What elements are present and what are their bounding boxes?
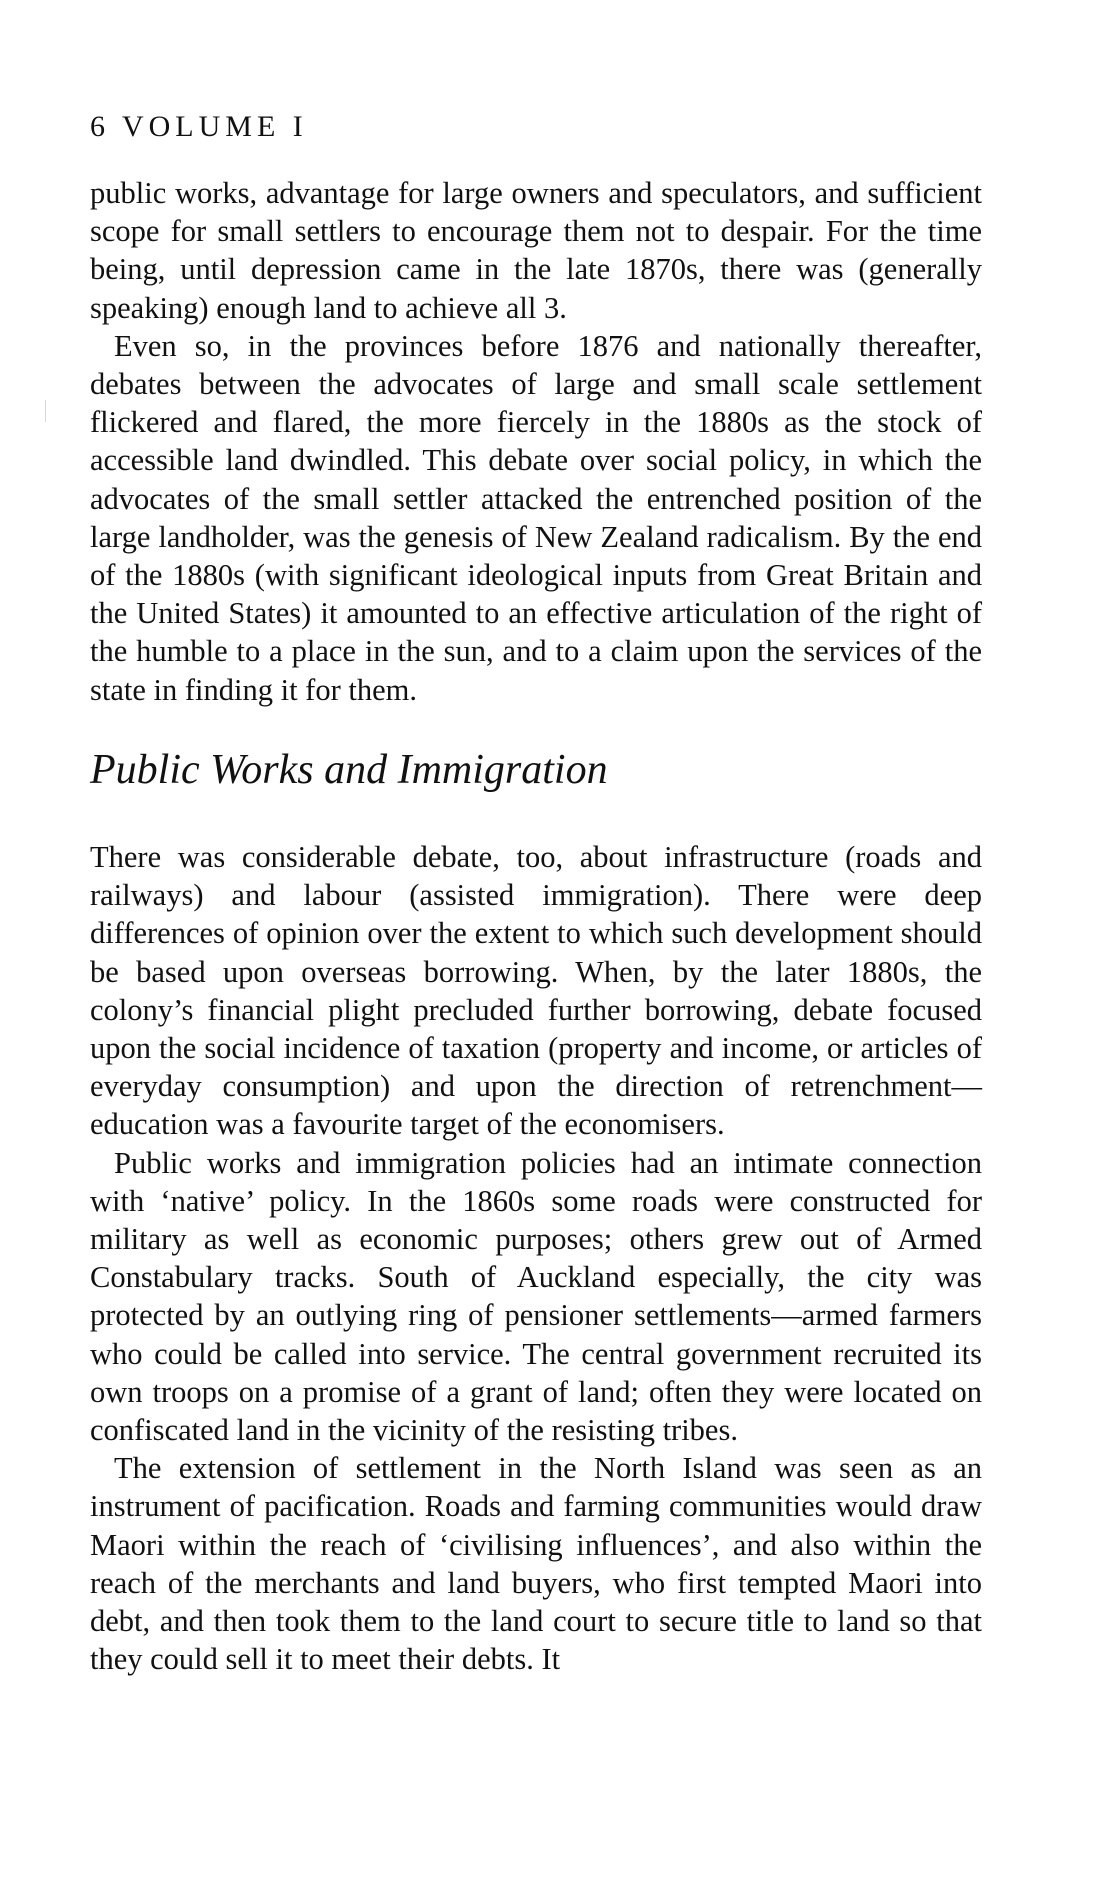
paragraph: Public works and immigration policies had an intimate connection with ‘native’ policy. In the 1860s some roads were constructed for military as well as economic purposes; others grew out of Armed Constabulary tracks. South of Auckland especially, the city was protected by an outlying ring of pensioner settlements—armed farmers who could be called into service. The central government recruited its own troops on a promise of a grant of land; often they were located on confiscated land in the vicinity of the resisting tribes.: [90, 1145, 982, 1448]
paragraph: There was considerable debate, too, about infrastructure (roads and railways) and labour (assisted immigration). There were deep differences of opinion over the extent to which such development should be based upon overseas borrowing. When, by the later 1880s, the colony’s financial plight precluded further borrowing, debate focused upon the social incidence of taxation (property and income, or articles of everyday consumption) and upon the direction of retrenchment—education was a favourite target of the economisers.: [90, 840, 982, 1142]
paragraph: Even so, in the provinces before 1876 and nationally thereafter, debates between the advocates of large and small scale settlement flickered and flared, the more fiercely in the 1880s as the stock of accessible land dwindled. This debate over social policy, in which the advocates of the small settler attacked the entrenched position of the large landholder, was the genesis of New Zealand radicalism. By the end of the 1880s (with significant ideological inputs from Great Britain and the United States) it amounted to an effective articulation of the right of the humble to a place in the sun, and to a claim upon the services of the state in finding it for them.: [90, 328, 982, 707]
section-heading: Public Works and Immigration: [90, 747, 608, 793]
page-number: 6: [90, 110, 110, 143]
running-head: [90, 110, 308, 144]
margin-mark: [45, 400, 46, 422]
paragraph: public works, advantage for large owners and speculators, and sufficient scope for small settlers to encourage them not to despair. For the time being, until depression came in the late 1870s, there was (generally speaking) enough land to achieve all 3.: [90, 176, 982, 325]
section-2-body: [90, 838, 982, 1678]
volume-label: VOLUME I: [121, 110, 308, 143]
section-1-body: [90, 174, 982, 709]
paragraph: The extension of settlement in the North Island was seen as an instrument of pacification. Roads and farming communities would draw Maori within the reach of ‘civilising influences’, and also within the reach of the merchants and land buyers, who first tempted Maori into debt, and then took them to the land court to secure title to land so that they could sell it to meet their debts. It: [90, 1451, 982, 1677]
